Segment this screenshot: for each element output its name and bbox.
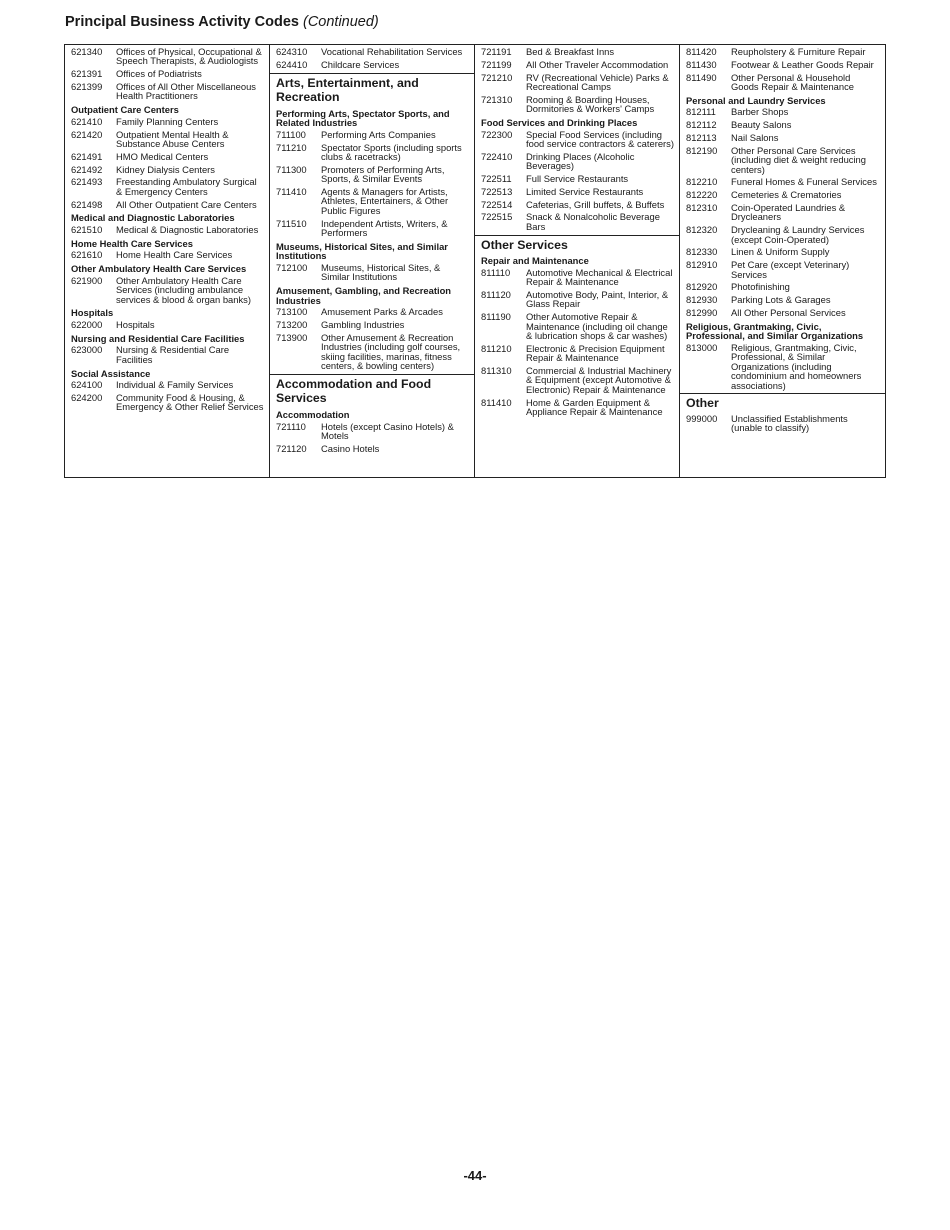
page-number: -44- — [463, 1168, 487, 1183]
activity-description: Photofinishing — [731, 281, 790, 293]
code-column — [65, 45, 270, 477]
activity-code: 722410 — [481, 150, 513, 162]
activity-description: Independent Artists, Writers, & Performers — [321, 217, 448, 238]
code-entry — [270, 143, 474, 162]
code-entry — [65, 82, 269, 101]
code-column — [270, 45, 475, 477]
code-entry — [680, 107, 885, 116]
activity-code: 811210 — [481, 342, 512, 354]
code-entry — [65, 69, 269, 78]
code-entry — [475, 312, 679, 340]
activity-description: Coin-Operated Laundries & Drycleaners — [731, 201, 846, 223]
subsection-heading: Religious, Grantmaking, Civic, Professional, and Similar Organizations — [686, 320, 864, 342]
activity-description: Linen & Uniform Supply — [731, 246, 830, 258]
activity-code: 621491 — [71, 150, 103, 162]
activity-code: 812320 — [686, 224, 718, 236]
activity-code: 713200 — [276, 319, 308, 331]
activity-code: 721191 — [481, 46, 512, 57]
page-title — [65, 14, 379, 30]
code-entry — [475, 60, 679, 69]
activity-description: Full Service Restaurants — [526, 173, 629, 184]
activity-code: 621900 — [71, 274, 103, 286]
code-entry — [65, 250, 269, 259]
activity-code: 624100 — [71, 379, 103, 391]
activity-code: 812190 — [686, 144, 718, 156]
activity-code: 621410 — [71, 115, 103, 127]
code-entry — [475, 200, 679, 209]
activity-description: Rooming & Boarding Houses, Dormitories & Workers' Camps — [526, 93, 655, 115]
activity-description: Outpatient Mental Health & Substance Abuse Centers — [116, 128, 229, 149]
activity-code: 621420 — [71, 128, 103, 140]
activity-description: Other Personal Care Services (including diet & weight reducing centers) — [731, 144, 866, 175]
code-entry — [65, 225, 269, 234]
activity-description: Amusement Parks & Arcades — [321, 306, 443, 318]
code-entry — [680, 343, 885, 390]
code-entry — [680, 120, 885, 129]
activity-description: Automotive Body, Paint, Interior, & Glass Repair — [526, 288, 669, 310]
activity-code: 721120 — [276, 442, 307, 454]
activity-description: Electronic & Precision Equipment Repair & Maintenance — [526, 342, 665, 364]
activity-code: 713100 — [276, 306, 308, 318]
code-entry — [65, 152, 269, 161]
activity-code: 624410 — [276, 58, 308, 70]
activity-code: 812112 — [686, 119, 717, 131]
code-entry — [680, 177, 885, 186]
activity-code: 722300 — [481, 128, 513, 140]
code-entry — [65, 320, 269, 329]
code-entry — [475, 268, 679, 287]
activity-code: 621492 — [71, 163, 103, 175]
code-entry — [475, 130, 679, 149]
code-entry — [475, 174, 679, 183]
activity-description: All Other Traveler Accommodation — [526, 58, 669, 70]
activity-description: Pet Care (except Veterinary) Services — [731, 259, 850, 280]
activity-code: 722514 — [481, 198, 513, 210]
code-entry — [680, 146, 885, 174]
code-entry — [475, 47, 679, 56]
code-entry — [680, 308, 885, 317]
activity-codes-table — [64, 44, 886, 478]
activity-description: Spectator Sports (including sports clubs & racetracks) — [321, 141, 462, 162]
code-entry — [680, 190, 885, 199]
code-entry — [65, 200, 269, 209]
code-entry — [270, 333, 474, 371]
activity-code: 712100 — [276, 261, 308, 273]
activity-description: Promoters of Performing Arts, Sports, & Similar Events — [321, 163, 445, 185]
code-entry — [270, 320, 474, 329]
activity-description: Gambling Industries — [321, 319, 405, 331]
activity-description: Performing Arts Companies — [321, 128, 436, 140]
activity-code: 812113 — [686, 131, 717, 143]
activity-description: Home & Garden Equipment & Appliance Repair & Maintenance — [526, 396, 663, 417]
code-entry — [65, 130, 269, 149]
activity-description: Hotels (except Casino Hotels) & Motels — [321, 420, 454, 441]
activity-description: Childcare Services — [321, 58, 400, 70]
activity-code: 812990 — [686, 306, 718, 318]
activity-code: 623000 — [71, 344, 103, 356]
activity-description: Funeral Homes & Funeral Services — [731, 176, 877, 188]
code-entry — [270, 47, 474, 56]
activity-code: 812920 — [686, 281, 718, 293]
section-heading: Other Services — [475, 235, 679, 256]
activity-description: Drycleaning & Laundry Services (except Coin-Operated) — [731, 224, 865, 245]
activity-description: Community Food & Housing, & Emergency & Other Relief Services — [116, 391, 264, 413]
activity-code: 811420 — [686, 46, 717, 57]
code-entry — [680, 73, 885, 92]
code-entry — [475, 152, 679, 171]
activity-code: 621493 — [71, 176, 103, 188]
activity-code: 811310 — [481, 364, 512, 376]
activity-description: Family Planning Centers — [116, 115, 219, 127]
activity-code: 812220 — [686, 189, 718, 201]
activity-description: Drinking Places (Alcoholic Beverages) — [526, 150, 635, 172]
activity-code: 621510 — [71, 223, 103, 235]
subsection-heading: Hospitals — [71, 307, 114, 319]
activity-code: 621340 — [71, 46, 103, 57]
subsection-heading: Social Assistance — [71, 367, 151, 379]
subsection-heading: Medical and Diagnostic Laboratories — [71, 212, 235, 224]
code-entry — [270, 263, 474, 282]
activity-description: Other Ambulatory Health Care Services (including ambulance services & blood & organ banks) — [116, 274, 251, 305]
code-column — [475, 45, 680, 477]
activity-description: Offices of Podiatrists — [116, 68, 202, 80]
activity-description: Cemeteries & Crematories — [731, 189, 842, 201]
activity-description: Beauty Salons — [731, 119, 792, 131]
code-entry — [270, 307, 474, 316]
activity-code: 722511 — [481, 173, 512, 184]
activity-code: 811190 — [481, 311, 511, 323]
activity-description: Agents & Managers for Artists, Athletes, Entertainers, & Other Public Figures — [321, 185, 449, 216]
activity-description: All Other Personal Services — [731, 306, 846, 318]
code-entry — [680, 260, 885, 279]
activity-code: 811120 — [481, 288, 511, 300]
subsection-heading: Accommodation — [276, 408, 350, 420]
subsection-heading: Amusement, Gambling, and Recreation Industries — [276, 285, 452, 306]
code-entry — [65, 276, 269, 304]
code-entry — [65, 165, 269, 174]
activity-description: Kidney Dialysis Centers — [116, 163, 215, 175]
activity-description: Limited Service Restaurants — [526, 185, 644, 197]
subsection-heading: Home Health Care Services — [71, 237, 193, 249]
subsection-heading: Personal and Laundry Services — [686, 94, 826, 106]
code-entry — [475, 366, 679, 394]
activity-description: Commercial & Industrial Machinery & Equipment (except Automotive & Electronic) Repair & Maintenance — [526, 364, 672, 395]
section-heading: Other — [680, 393, 885, 414]
code-entry — [270, 130, 474, 139]
code-entry — [65, 393, 269, 412]
code-entry — [680, 60, 885, 69]
activity-description: Museums, Historical Sites, & Similar Institutions — [321, 261, 441, 283]
code-entry — [475, 212, 679, 231]
activity-code: 811490 — [686, 71, 717, 83]
activity-code: 999000 — [686, 412, 718, 424]
subsection-heading: Nursing and Residential Care Facilities — [71, 332, 245, 344]
activity-description: Reupholstery & Furniture Repair — [731, 46, 866, 57]
code-entry — [270, 444, 474, 453]
code-entry — [270, 219, 474, 238]
activity-code: 713900 — [276, 331, 308, 343]
code-entry — [475, 344, 679, 363]
code-entry — [680, 282, 885, 291]
section-heading: Accommodation and Food Services — [270, 374, 474, 409]
activity-description: Freestanding Ambulatory Surgical & Emergency Centers — [116, 176, 257, 197]
activity-code: 812910 — [686, 259, 718, 271]
activity-description: Nail Salons — [731, 131, 779, 143]
code-entry — [475, 73, 679, 92]
activity-code: 812111 — [686, 106, 716, 118]
code-entry — [475, 95, 679, 114]
code-entry — [680, 133, 885, 142]
activity-description: Unclassified Establishments (unable to classify) — [731, 412, 848, 434]
activity-description: Footwear & Leather Goods Repair — [731, 58, 874, 70]
activity-description: RV (Recreational Vehicle) Parks & Recreational Camps — [526, 71, 669, 92]
code-entry — [680, 47, 885, 56]
activity-description: Automotive Mechanical & Electrical Repair & Maintenance — [526, 266, 673, 288]
code-entry — [65, 47, 269, 66]
activity-description: Bed & Breakfast Inns — [526, 46, 615, 57]
activity-description: Religious, Grantmaking, Civic, Professional, & Similar Organizations (including condominium and homeowners associations) — [731, 341, 862, 391]
code-entry — [475, 187, 679, 196]
subsection-heading: Repair and Maintenance — [481, 255, 589, 267]
activity-code: 711510 — [276, 217, 307, 229]
activity-code: 812330 — [686, 246, 718, 258]
activity-code: 721110 — [276, 420, 306, 432]
subsection-heading: Outpatient Care Centers — [71, 104, 179, 116]
activity-code: 621610 — [71, 249, 103, 261]
code-entry — [270, 165, 474, 184]
subsection-heading: Museums, Historical Sites, and Similar Institutions — [276, 240, 448, 262]
activity-code: 722515 — [481, 211, 513, 223]
activity-description: Barber Shops — [731, 106, 789, 118]
activity-description: Parking Lots & Garages — [731, 294, 831, 306]
activity-description: Casino Hotels — [321, 442, 380, 454]
activity-description: Offices of Physical, Occupational & Speech Therapists, & Audiologists — [116, 46, 262, 67]
code-entry — [680, 203, 885, 222]
code-entry — [680, 295, 885, 304]
code-entry — [65, 177, 269, 196]
activity-code: 811430 — [686, 58, 717, 70]
activity-code: 624200 — [71, 391, 103, 403]
subsection-heading: Other Ambulatory Health Care Services — [71, 263, 247, 275]
activity-description: All Other Outpatient Care Centers — [116, 198, 257, 210]
activity-description: HMO Medical Centers — [116, 150, 209, 162]
activity-code: 621498 — [71, 198, 103, 210]
activity-description: Medical & Diagnostic Laboratories — [116, 223, 259, 235]
activity-code: 622000 — [71, 318, 103, 330]
activity-code: 813000 — [686, 341, 718, 353]
activity-code: 711100 — [276, 128, 306, 140]
activity-description: Other Amusement & Recreation Industries (including golf courses, skiing facilities, marinas, fitness centers, & bowling centers) — [321, 331, 461, 372]
activity-code: 812310 — [686, 201, 718, 213]
activity-code: 621391 — [71, 68, 103, 80]
activity-description: Offices of All Other Miscellaneous Health Practitioners — [116, 81, 256, 102]
activity-description: Other Automotive Repair & Maintenance (including oil change & lubrication shops & car washes) — [526, 311, 668, 341]
activity-code: 711300 — [276, 163, 307, 175]
activity-description: Snack & Nonalcoholic Beverage Bars — [526, 211, 660, 232]
code-entry — [65, 345, 269, 364]
code-entry — [65, 380, 269, 389]
activity-description: Cafeterias, Grill buffets, & Buffets — [526, 198, 665, 210]
activity-description: Vocational Rehabilitation Services — [321, 46, 463, 57]
title-text: Principal Business Activity Codes — [65, 14, 299, 30]
activity-code: 721310 — [481, 93, 513, 105]
code-entry — [270, 422, 474, 441]
code-entry — [680, 225, 885, 244]
activity-code: 711410 — [276, 185, 307, 197]
code-entry — [270, 187, 474, 215]
activity-code: 624310 — [276, 46, 308, 57]
subsection-heading: Performing Arts, Spectator Sports, and Related Industries — [276, 107, 450, 129]
code-entry — [680, 414, 885, 433]
activity-code: 711210 — [276, 141, 307, 153]
activity-description: Nursing & Residential Care Facilities — [116, 344, 230, 365]
code-entry — [65, 117, 269, 126]
activity-description: Home Health Care Services — [116, 249, 233, 261]
section-heading: Arts, Entertainment, and Recreation — [270, 73, 474, 108]
activity-description: Other Personal & Household Goods Repair & Maintenance — [731, 71, 854, 92]
activity-description: Individual & Family Services — [116, 379, 234, 391]
code-column — [680, 45, 885, 477]
activity-description: Hospitals — [116, 318, 155, 330]
activity-code: 722513 — [481, 185, 513, 197]
code-entry — [680, 247, 885, 256]
code-entry — [475, 290, 679, 309]
title-continued: (Continued) — [303, 14, 379, 30]
activity-code: 812930 — [686, 294, 718, 306]
code-entry — [475, 398, 679, 417]
activity-code: 721199 — [481, 58, 512, 70]
code-entry — [270, 60, 474, 69]
activity-code: 811110 — [481, 266, 511, 278]
activity-description: Special Food Services (including food service contractors & caterers) — [526, 128, 674, 149]
activity-code: 812210 — [686, 176, 718, 188]
subsection-heading: Food Services and Drinking Places — [481, 117, 638, 128]
activity-code: 721210 — [481, 71, 513, 83]
activity-code: 811410 — [481, 396, 512, 408]
activity-code: 621399 — [71, 81, 103, 92]
